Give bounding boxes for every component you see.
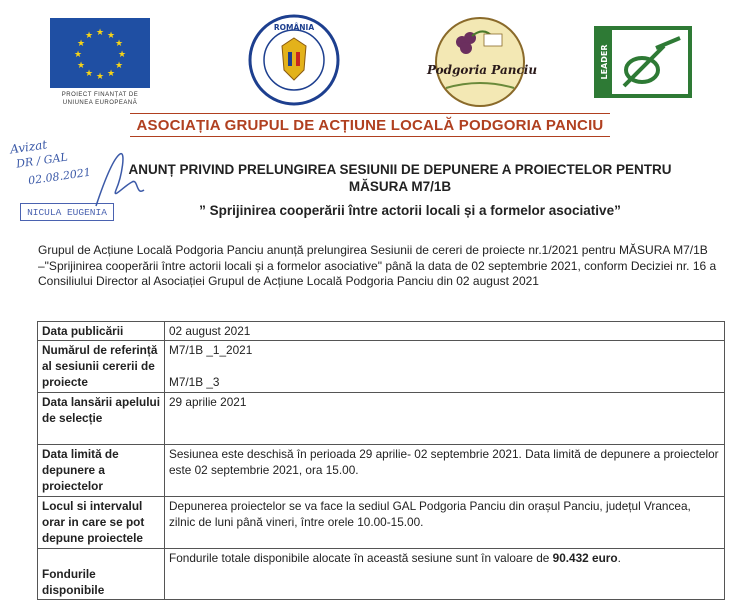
logo-strip — [0, 0, 750, 110]
row-label-submission-place: Locul si intervalul orar in care se pot depune proiectele — [38, 497, 165, 549]
svg-text:★: ★ — [117, 50, 127, 60]
leader-logo-text: LEADER — [600, 44, 609, 80]
gal-podgoria-panciu-logo-icon — [426, 16, 538, 108]
table-row — [38, 549, 725, 600]
session-info-table — [37, 321, 725, 600]
eu-flag-icon — [50, 18, 150, 88]
row-value-submission-place: Depunerea proiectelor se va face la sediul GAL Podgoria Panciu din orașul Panciu, județul Vrancea, zilnic de luni până vineri, între orele 10.00-15.00. — [165, 497, 725, 549]
stamp-avizat: Avizat — [9, 137, 48, 157]
announcement-paragraph: Grupul de Acțiune Locală Podgoria Panciu anunță prelungirea Sesiunii de cereri de proiecte nr.1/2021 pentru MĂSURA M7/1B –"Sprijinirea cooperării între actorii locali și a formelor asociative" până la data de 02 septembrie 2021, conform Deciziei nr. 16 a Consiliului Director al Asociației Grupul de Acțiune Locală Podgoria Panciu din 02 august 2021 — [38, 243, 717, 288]
svg-text:★: ★ — [114, 39, 124, 49]
row-value-funds — [165, 549, 725, 600]
announcement-title-line2: MĂSURA M7/1B — [348, 179, 452, 194]
announcement-title-line1: ANUNȚ PRIVIND PRELUNGIREA SESIUNII DE DEPUNERE A PROIECTELOR PENTRU — [128, 162, 672, 177]
row-label-funds — [38, 549, 165, 600]
row-label-launch-date: Data lansării apelului de selecție — [38, 393, 165, 445]
table-row — [38, 341, 725, 393]
eu-caption-line1: PROIECT FINANȚAT DE — [61, 92, 139, 98]
svg-text:★: ★ — [76, 61, 86, 71]
romania-seal-text: ROMÂNIA — [273, 23, 315, 32]
stamp-date: 02.08.2021 — [27, 165, 92, 188]
funds-label-text: Fondurile disponibile — [42, 567, 105, 597]
table-row — [38, 322, 725, 341]
row-label-reference-number: Numărul de referință al sesiunii cererii de proiecte — [38, 341, 165, 393]
svg-text:★: ★ — [106, 31, 116, 41]
organization-title: ASOCIAȚIA GRUPUL DE ACȚIUNE LOCALĂ PODGORIA PANCIU — [136, 116, 604, 134]
table-row — [38, 393, 725, 445]
organization-title-band — [130, 113, 610, 137]
stamp-department: DR / GAL — [15, 150, 69, 171]
svg-text:★: ★ — [114, 61, 124, 71]
svg-text:★: ★ — [76, 39, 86, 49]
table-row — [38, 497, 725, 549]
svg-text:★: ★ — [95, 72, 105, 82]
eu-caption-line2: UNIUNEA EUROPEANĂ — [62, 100, 138, 106]
gal-logo-text: Podgoria Panciu — [426, 63, 538, 77]
funds-text-prefix: Fondurile totale disponibile alocate în această sesiune sunt în valoare de — [169, 551, 553, 565]
svg-text:★: ★ — [95, 28, 105, 38]
announcement-measure-name: ” Sprijinirea cooperării între actorii locali și a formelor asociative” — [199, 203, 621, 218]
eu-logo — [50, 18, 150, 108]
funds-text-suffix: . — [617, 551, 621, 565]
funds-amount: 90.432 euro — [552, 551, 618, 565]
romania-ministry-seal-icon — [248, 14, 340, 106]
reference-number-primary: M7/1B _1_2021 — [169, 343, 253, 357]
signatory-name-stamp: NICULA EUGENIA — [20, 203, 114, 221]
reference-number-secondary: M7/1B _3 — [169, 375, 220, 389]
table-row — [38, 445, 725, 497]
row-label-deadline: Data limită de depunere a proiectelor — [38, 445, 165, 497]
svg-text:★: ★ — [84, 31, 94, 41]
leader-logo-icon — [594, 26, 692, 98]
svg-text:★: ★ — [84, 69, 94, 79]
row-label-publication-date: Data publicării — [38, 322, 165, 341]
row-value-deadline: Sesiunea este deschisă în perioada 29 aprilie- 02 septembrie 2021. Data limită de depunere a proiectelor este 02 septembrie 2021, ora 15.00. — [165, 445, 725, 497]
row-value-publication-date: 02 august 2021 — [165, 322, 725, 341]
row-value-launch-date: 29 aprilie 2021 — [165, 393, 725, 445]
row-value-reference-number — [165, 341, 725, 393]
svg-text:★: ★ — [106, 69, 116, 79]
svg-text:★: ★ — [73, 50, 83, 60]
